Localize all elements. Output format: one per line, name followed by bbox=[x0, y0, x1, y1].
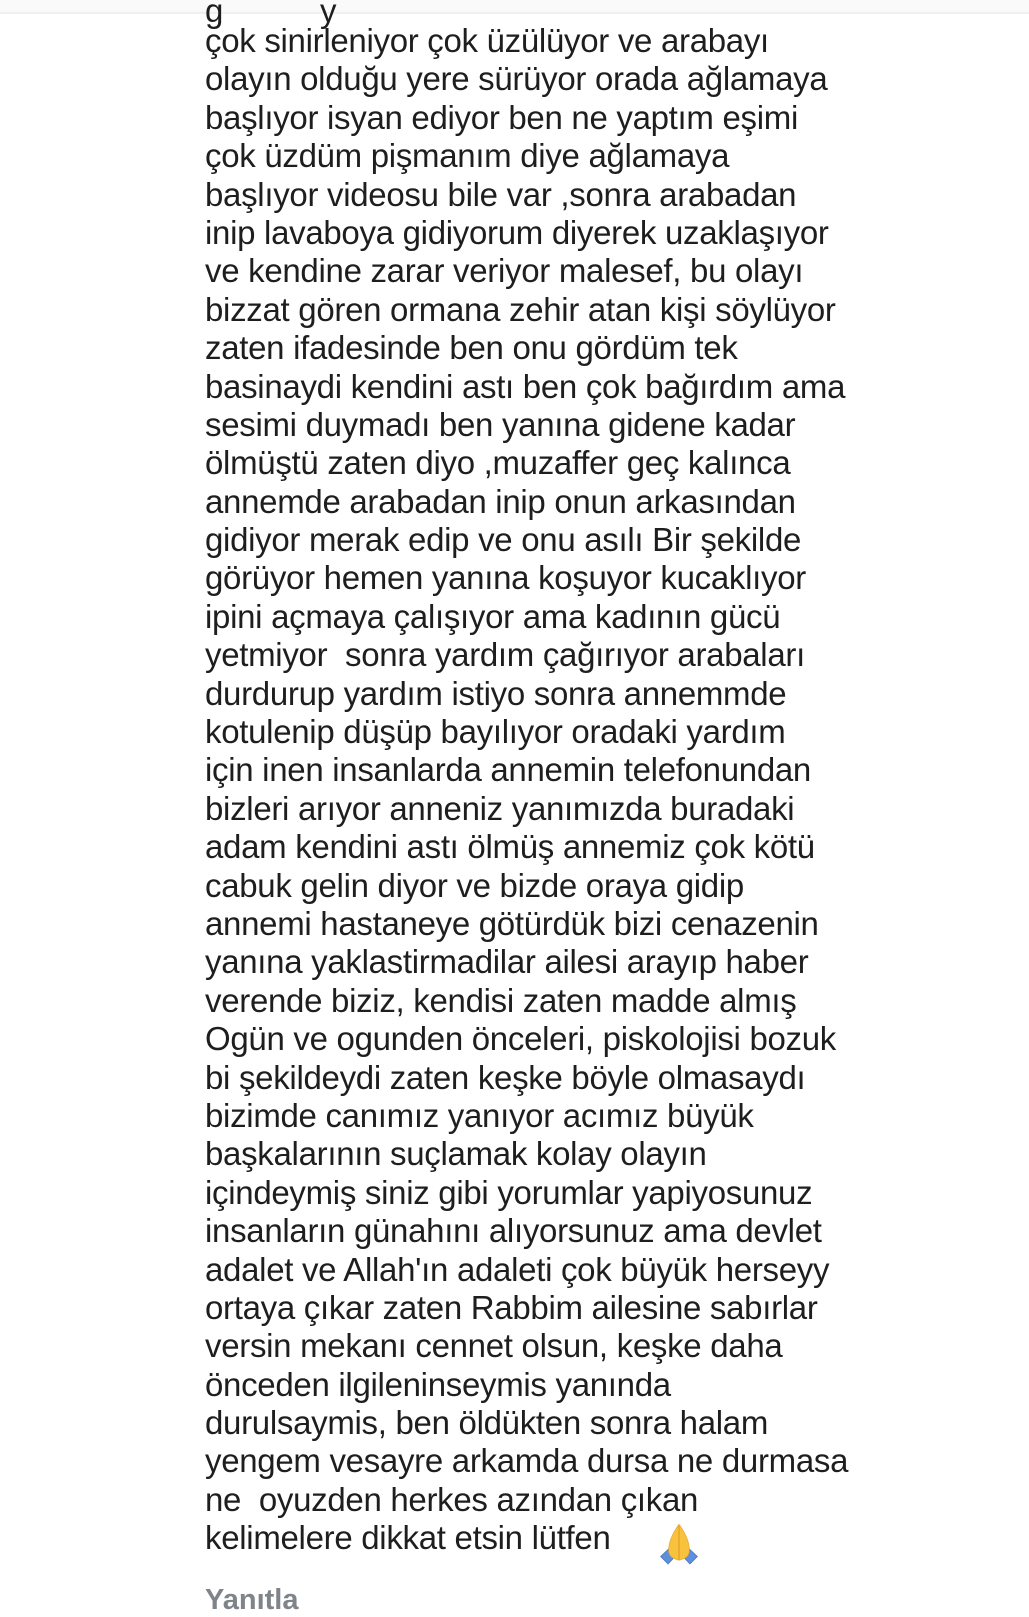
comment-text-line: yengem vesayre arkamda dursa ne durmasa bbox=[205, 1442, 849, 1480]
comment-text-line: durdurup yardım istiyo sonra annemmde bbox=[205, 674, 787, 712]
comment-text-line: yanına yaklastirmadilar ailesi arayıp haber bbox=[205, 943, 809, 981]
comment-text-line: gidiyor merak edip ve onu asılı Bir şekilde bbox=[205, 521, 802, 559]
comment-text-line: insanların günahını alıyorsunuz ama devlet bbox=[205, 1212, 822, 1250]
comment-text-line: ve kendine zarar veriyor malesef, bu olayı bbox=[205, 252, 804, 290]
comment-text-line: başkalarının suçlamak kolay olayın bbox=[205, 1135, 707, 1173]
comment-text-line: başlıyor isyan ediyor ben ne yaptım eşimi bbox=[205, 98, 798, 136]
comment-text-line: görüyor hemen yanına koşuyor kucaklıyor bbox=[205, 559, 806, 597]
comment-text-line: olayın olduğu yere sürüyor orada ağlamaya bbox=[205, 60, 828, 98]
comment-text-line: cabuk gelin diyor ve bizde oraya gidip bbox=[205, 866, 744, 904]
comment-text-line: bizleri arıyor anneniz yanımızda buradaki bbox=[205, 789, 795, 827]
comment-text-line: bi şekildeydi zaten keşke böyle olmasaydı bbox=[205, 1058, 806, 1096]
comment-text-line: bizimde canımız yanıyor acımız büyük bbox=[205, 1096, 754, 1134]
comment-text-line: adalet ve Allah'ın adaleti çok büyük herseyy bbox=[205, 1250, 830, 1288]
comment-text-line: başlıyor videosu bile var ,sonra arabadan bbox=[205, 175, 797, 213]
comment-text-line: çok sinirleniyor çok üzülüyor ve arabayı bbox=[205, 22, 769, 59]
comment-text-line: önceden ilgileninseymis yanında bbox=[205, 1365, 671, 1403]
comment-text-line: adam kendini astı ölmüş annemiz çok kötü bbox=[205, 828, 815, 866]
clipped-text-fragment: g bbox=[205, 0, 224, 29]
folded-hands-emoji bbox=[656, 1522, 702, 1568]
comment-text-line: kotulenip düşüp bayılıyor oradaki yardım bbox=[205, 713, 786, 751]
comment-text-line: ne oyuzden herkes azından çıkan bbox=[205, 1480, 699, 1518]
comment-text-line: için inen insanlarda annemin telefonundan bbox=[205, 751, 811, 789]
comment-text-line: içindeymiş siniz gibi yorumlar yapiyosunuz bbox=[205, 1173, 813, 1211]
comment-text-line: versin mekanı cennet olsun, keşke daha bbox=[205, 1327, 783, 1365]
comment-text-line: ipini açmaya çalışıyor ama kadının gücü bbox=[205, 597, 781, 635]
comment-text-line: zaten ifadesinde ben onu gördüm tek bbox=[205, 329, 738, 367]
comment-text-line: verende biziz, kendisi zaten madde almış bbox=[205, 981, 797, 1019]
comment-text-line: basinaydi kendini astı ben çok bağırdım ama bbox=[205, 367, 846, 405]
comment-text-line: annemde arabadan inip onun arkasından bbox=[205, 482, 796, 520]
comment-text-line: bizzat gören ormana zehir atan kişi söylüyor bbox=[205, 290, 836, 328]
clipped-text-fragment: y bbox=[320, 0, 337, 29]
comment-text-line: inip lavaboya gidiyorum diyerek uzaklaşıyor bbox=[205, 213, 829, 251]
top-edge-bar bbox=[0, 0, 1029, 14]
comment-text-line: ortaya çıkar zaten Rabbim ailesine sabırlar bbox=[205, 1288, 818, 1326]
comment-text-line: kelimelere dikkat etsin lütfen bbox=[205, 1519, 611, 1557]
reply-button[interactable]: Yanıtla bbox=[205, 1584, 299, 1616]
comment-text-line: durulsaymis, ben öldükten sonra halam bbox=[205, 1404, 769, 1442]
comment-text-line: ölmüştü zaten diyo ,muzaffer geç kalınca bbox=[205, 444, 791, 482]
comment-body-text bbox=[205, 22, 895, 1558]
comment-text-line: sesimi duymadı ben yanına gidene kadar bbox=[205, 405, 796, 443]
comment-text-line: yetmiyor sonra yardım çağırıyor arabaları bbox=[205, 636, 805, 674]
comment-text-line: annemi hastaneye götürdük bizi cenazenin bbox=[205, 904, 819, 942]
comment-text-line: çok üzdüm pişmanım diye ağlamaya bbox=[205, 137, 730, 175]
comment-text-line: Ogün ve ogunden önceleri, piskolojisi bozuk bbox=[205, 1020, 837, 1058]
